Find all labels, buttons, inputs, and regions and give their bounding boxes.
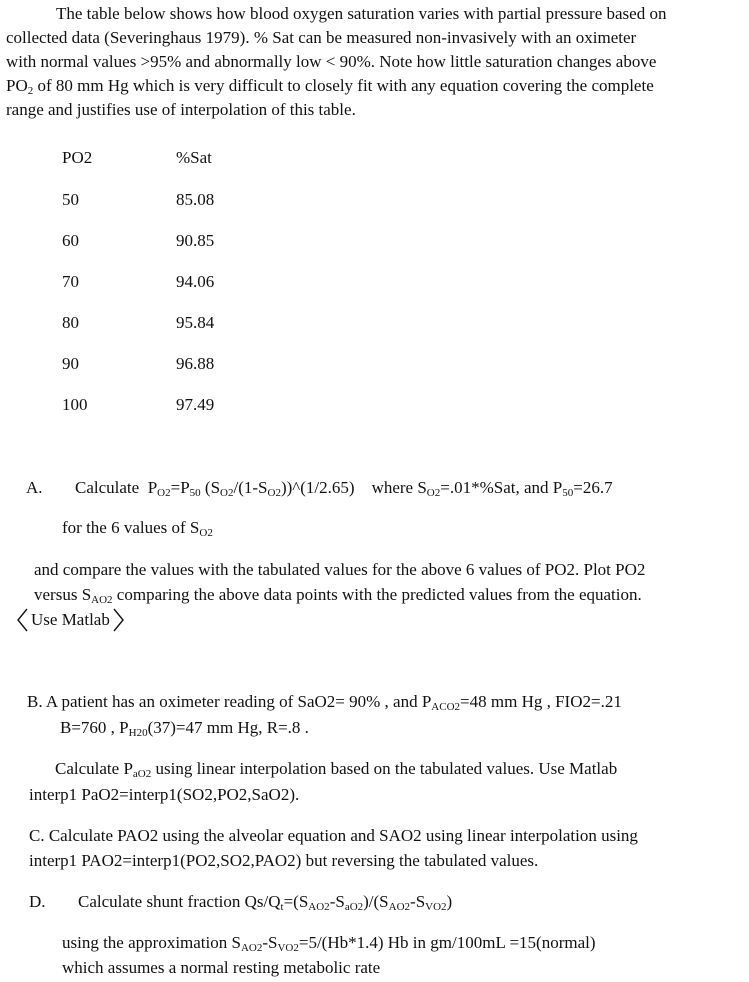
section-a-for-values: for the 6 values of $S_{O2}$	[62, 518, 213, 539]
table-cell-po2: 50	[62, 190, 79, 209]
section-d-label: D.	[29, 892, 46, 911]
chevron-right-icon	[113, 607, 125, 633]
section-d-approximation: using the approximation $S_{AO2}-S_{VO2}=5/(Hb*1.4)$ Hb in gm/100mL =15(normal)	[62, 933, 596, 954]
intro-line-2: collected data (Severinghaus 1979). % Sat can be measured non-invasively with an oximeter	[6, 28, 637, 47]
table-cell-sat: 85.08	[176, 190, 215, 209]
table-cell-po2: 70	[62, 272, 79, 291]
section-b-line-1: B. A patient has an oximeter reading of SaO2= 90% , and $P_{ACO2}=48$ mm Hg , FIO2=.21	[27, 692, 622, 713]
table-cell-po2: 90	[62, 354, 79, 373]
section-b-interp: interp1 PaO2=interp1(SO2,PO2,SaO2).	[29, 785, 300, 804]
intro-line-3: with normal values >95% and abnormally low < 90%. Note how little saturation changes above	[6, 52, 657, 71]
section-a-label: A.	[26, 478, 43, 497]
section-a-compare-line-2: versus $S_{AO2}$ comparing the above data points with the predicted values from the equation.	[34, 585, 642, 606]
table-cell-sat: 95.84	[176, 313, 215, 332]
matlab-note-text: Use Matlab	[31, 610, 110, 629]
intro-line-4: $PO_2$ of 80 mm Hg which is very difficult to closely fit with any equation covering the complete	[6, 76, 654, 97]
section-d-approximation-line-2: which assumes a normal resting metabolic rate	[62, 958, 381, 977]
table-cell-sat: 94.06	[176, 272, 215, 291]
section-b-line-2: B=760 , $P_{H20}(37)=47$ mm Hg, R=.8 .	[60, 718, 309, 739]
table-cell-sat: 90.85	[176, 231, 215, 250]
table-cell-sat: 97.49	[176, 395, 215, 414]
table-header-sat: %Sat	[176, 148, 212, 167]
table-cell-po2: 100	[62, 395, 88, 414]
table-cell-po2: 80	[62, 313, 79, 332]
section-c-line-2: interp1 PAO2=interp1(PO2,SO2,PAO2) but reversing the tabulated values.	[29, 851, 539, 870]
section-b-calculate: Calculate $P_{aO2}$ using linear interpolation based on the tabulated values. Use Matlab	[55, 759, 618, 780]
section-a-equation: Calculate $P_{O2}=P_{50}$ $(S_{O2}/(1-S_{O2}))\^{}(1/2.65)$ where $S_{O2}=.01*\%Sat$, and $P_{50}=26.7$	[75, 478, 613, 499]
intro-paragraph	[6, 2, 746, 122]
table-cell-sat: 96.88	[176, 354, 215, 373]
intro-line-1: The table below shows how blood oxygen saturation varies with partial pressure based on	[56, 4, 667, 23]
matlab-note	[16, 607, 125, 633]
chevron-left-icon	[16, 607, 28, 633]
intro-line-5: range and justifies use of interpolation of this table.	[6, 100, 356, 119]
section-d-shunt-equation: Calculate shunt fraction $Qs/Q_t=(S_{AO2}-S_{aO2})/(S_{AO2}-S_{VO2})$	[78, 892, 453, 913]
section-a-compare-line-1: and compare the values with the tabulated values for the above 6 values of PO2. Plot PO2	[34, 560, 646, 579]
table-cell-po2: 60	[62, 231, 79, 250]
section-c-line-1: C. Calculate PAO2 using the alveolar equation and SAO2 using linear interpolation using	[29, 826, 638, 845]
table-header-po2: PO2	[62, 148, 93, 167]
